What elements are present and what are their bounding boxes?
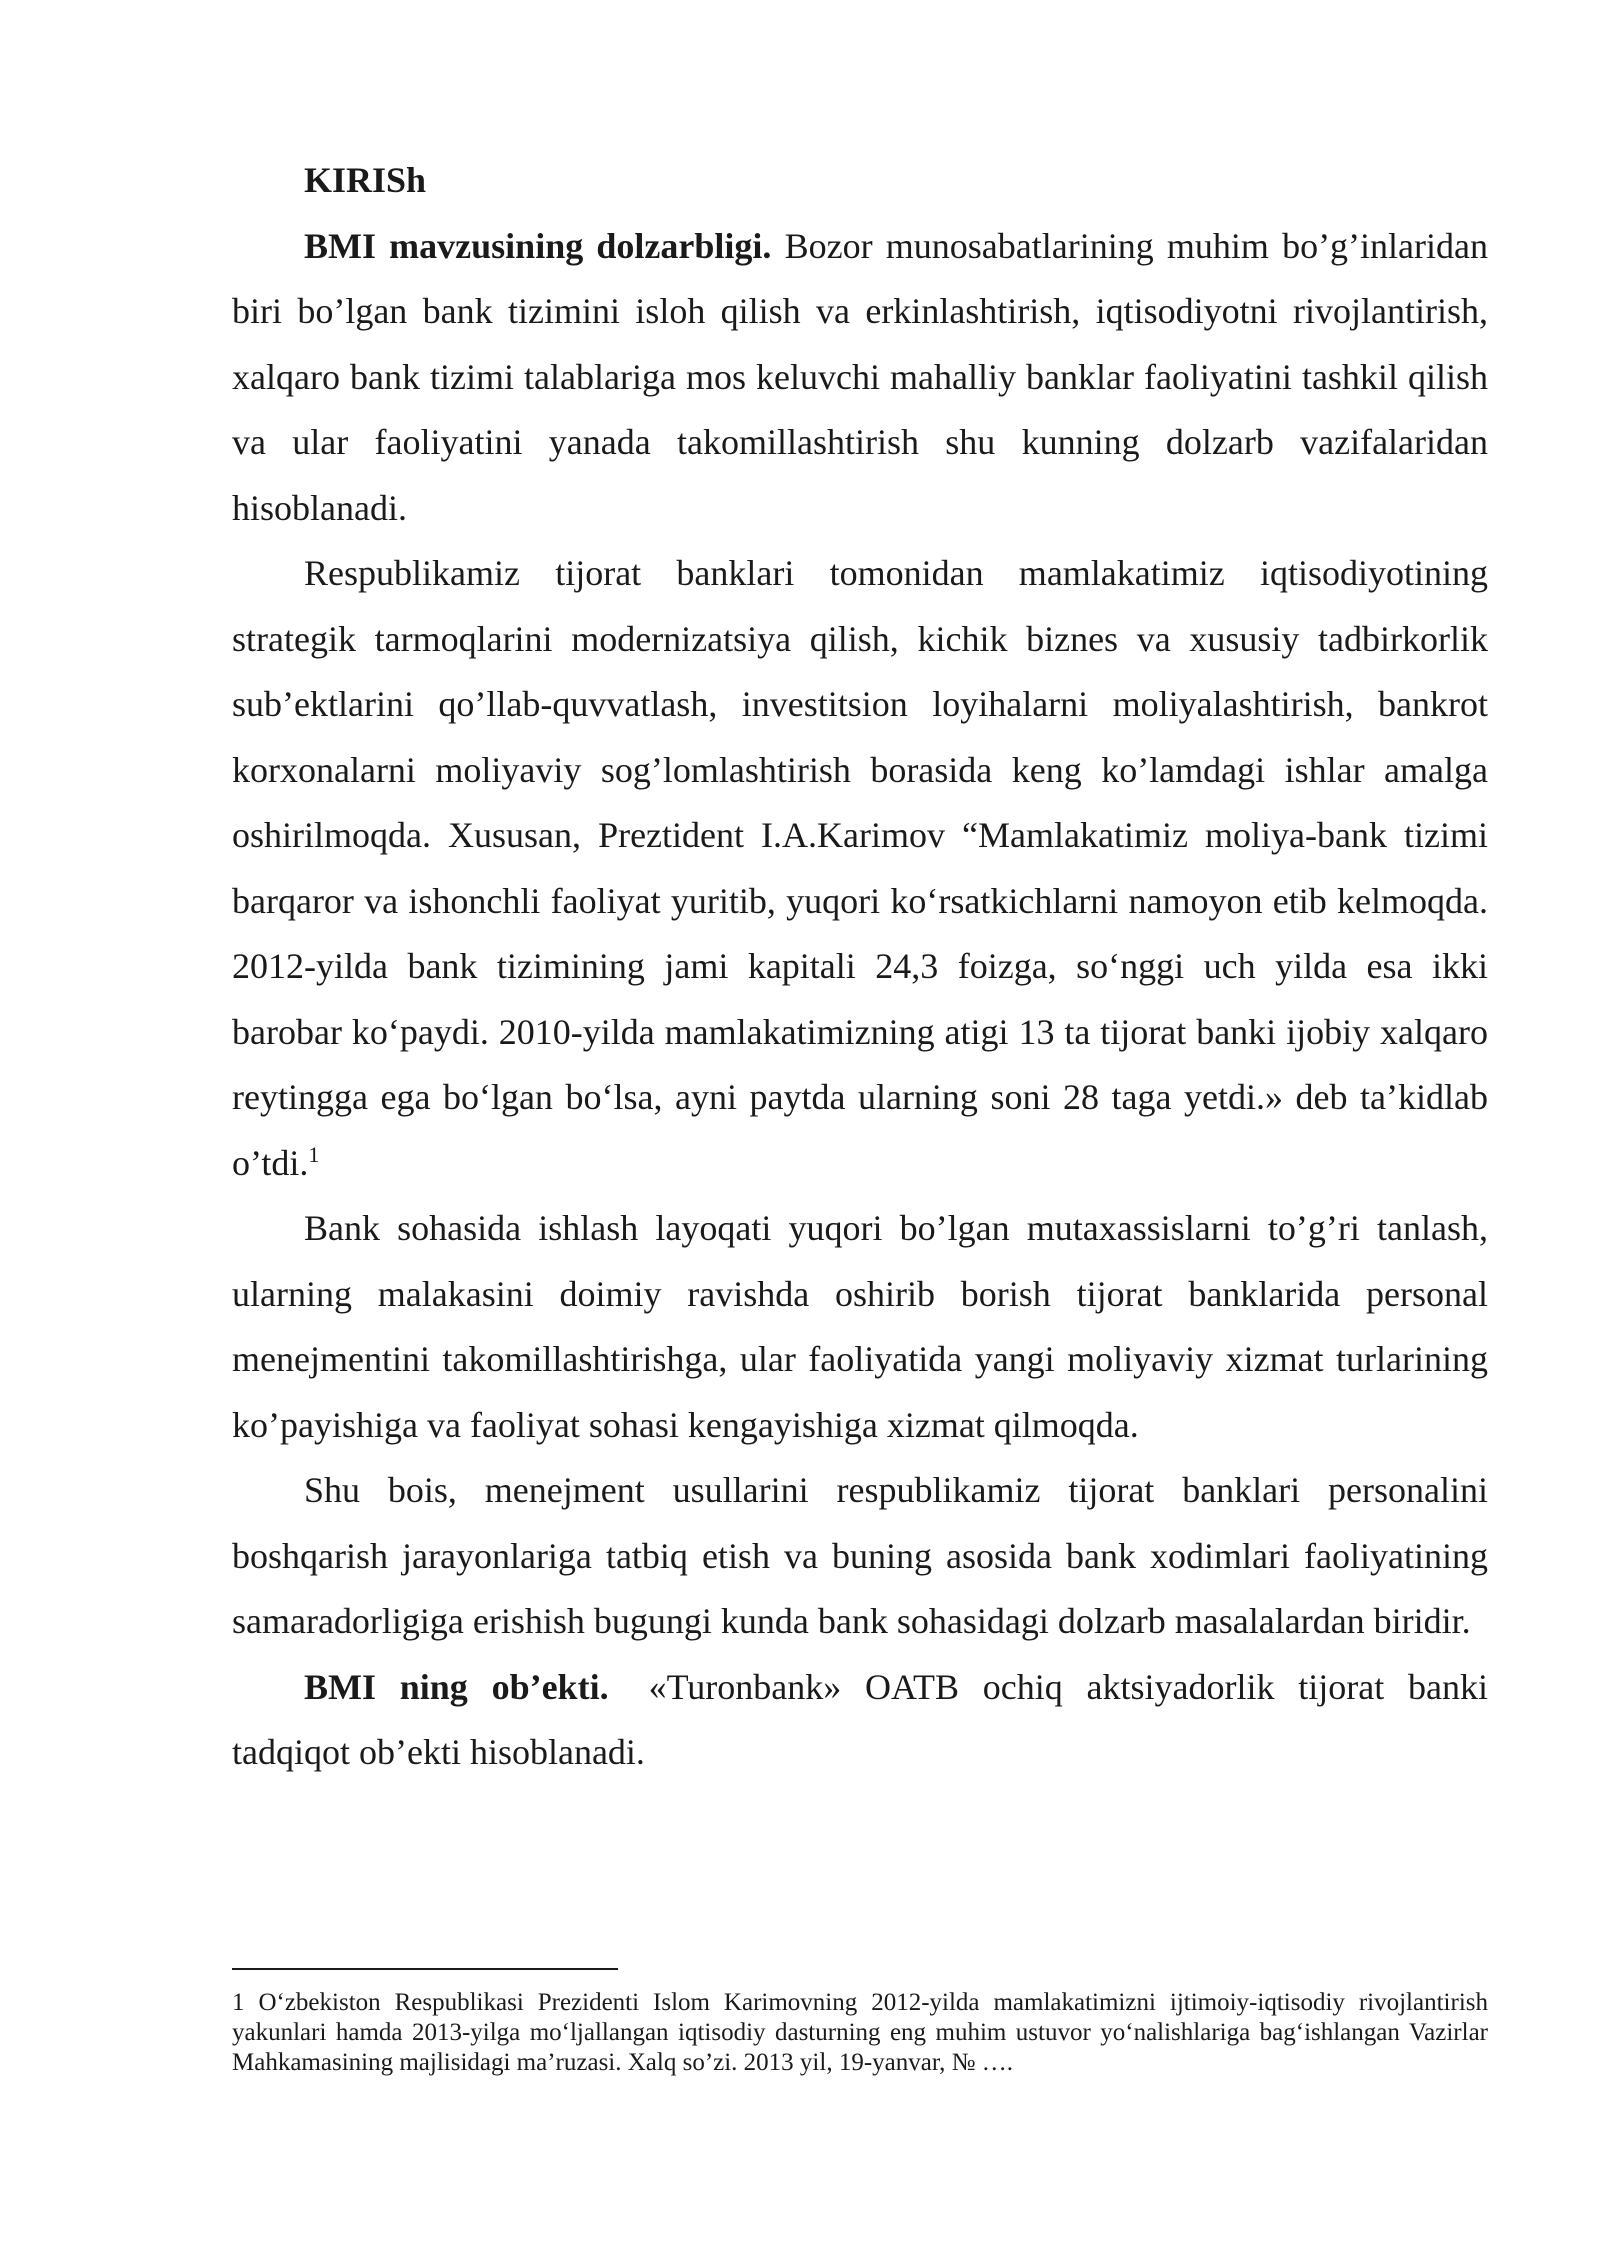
paragraph-text-specialists: Bank sohasida ishlash layoqati yuqori bo’lgan mutaxassislarni to’g’ri tanlash, ularning malakasini doimiy ravishda oshirib borish tijorat banklarida personal menejmentini takomillashtirishga, ular faoliyatida yangi moliyaviy xizmat turlarining ko’payishiga va faoliyat sohasi kengayishiga xizmat qilmoqda.	[232, 1208, 1488, 1445]
paragraph-banks	[232, 541, 1488, 1196]
document-body	[232, 148, 1488, 1786]
footnote-divider	[232, 1968, 618, 1970]
paragraph-object	[232, 1655, 1488, 1786]
section-heading: KIRISh	[304, 160, 427, 200]
footnote-reference[interactable]: 1	[308, 1141, 320, 1167]
footnote-text: 1 Oʻzbekiston Respublikasi Prezidenti Islom Karimovning 2012-yilda mamlakatimizni ijtimoiy-iqtisodiy rivojlantirish yakunlari hamda 2013-yilga moʻljallangan iqtisodiy dasturning eng muhim ustuvor yoʻnalishlariga bagʻishlangan Vazirlar Mahkamasining majlisidagi ma’ruzasi. Xalq so’zi. 2013 yil, 19-yanvar, № ….	[232, 1989, 1488, 2076]
paragraph-text-relevance: Bozor munosabatlarining muhim bo’g’inlaridan biri bo’lgan bank tizimini isloh qilish va erkinlashtirish, iqtisodiyotni rivojlantirish, xalqaro bank tizimi talablariga mos keluvchi mahalliy banklar faoliyatini tashkil qilish va ular faoliyatini yanada takomillashtirish shu kunning dolzarb vazifalaridan hisoblanadi.	[232, 225, 1488, 528]
paragraph-lead-relevance: BMI mavzusining dolzarbligi.	[304, 225, 772, 266]
paragraph-management	[232, 1458, 1488, 1655]
paragraph-text-management: Shu bois, menejment usullarini respublikamiz tijorat banklari personalini boshqarish jarayonlariga tatbiq etish va buning asosida bank xodimlari faoliyatining samaradorligiga erishish bugungi kunda bank sohasidagi dolzarb masalalardan biridir.	[232, 1470, 1488, 1641]
paragraph-relevance	[232, 214, 1488, 542]
paragraph-lead-object: BMI ning ob’ekti.	[304, 1666, 609, 1707]
paragraph-text-banks: Respublikamiz tijorat banklari tomonidan mamlakatimiz iqtisodiyotining strategik tarmoqlarini modernizatsiya qilish, kichik biznes va xususiy tadbirkorlik sub’ektlarini qo’llab-quvvatlash, investitsion loyihalarni moliyalashtirish, bankrot korxonalarni moliyaviy sog’lomlashtirish borasida keng ko’lamdagi ishlar amalga oshirilmoqda. Xususan, Preztident I.A.Karimov “Mamlakatimiz moliya-bank tizimi barqaror va ishonchli faoliyat yuritib, yuqori koʻrsatkichlarni namoyon etib kelmoqda. 2012-yilda bank tizimining jami kapitali 24,3 foizga, soʻnggi uch yilda esa ikki barobar koʻpaydi. 2010-yilda mamlakatimizning atigi 13 ta tijorat banki ijobiy xalqaro reytingga ega boʻlgan boʻlsa, ayni paytda ularning soni 28 taga yetdi.» deb ta’kidlab o’tdi.	[232, 553, 1488, 1183]
paragraph-specialists	[232, 1196, 1488, 1458]
paragraph-text-object: «Turonbank» OATB ochiq aktsiyadorlik tijorat banki tadqiqot ob’ekti hisoblanadi.	[232, 1666, 1488, 1772]
